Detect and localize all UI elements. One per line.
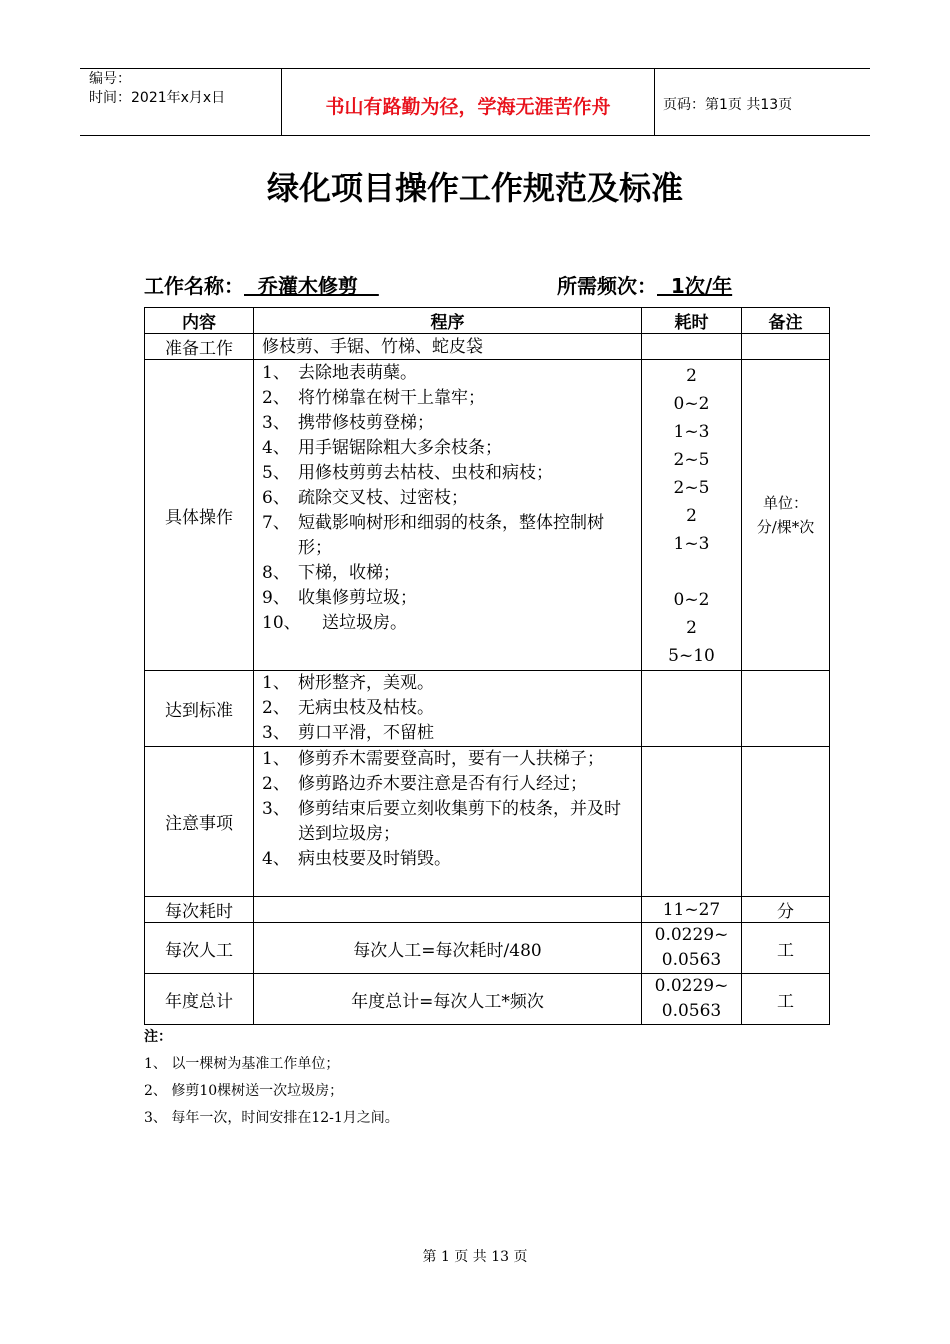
step-text: 修剪乔木需要登高时，要有一人扶梯子；: [298, 749, 604, 769]
header-content: 内容: [145, 308, 254, 334]
step-number: 8、: [262, 563, 290, 583]
per-time-value: 11~27: [642, 897, 742, 923]
per-time-procedure: [254, 897, 642, 923]
standard-label: 达到标准: [145, 671, 254, 747]
procedure-step: [262, 486, 635, 511]
procedure-step: [262, 772, 635, 797]
ops-times: [642, 360, 742, 671]
standard-procedure: [254, 671, 642, 747]
step-time: 5~10: [668, 646, 715, 666]
per-time-remark: 分: [742, 897, 830, 923]
caution-time: [642, 747, 742, 897]
prep-time: [642, 334, 742, 360]
step-text: 无病虫枝及枯枝。: [298, 698, 434, 718]
procedure-step: [262, 611, 635, 636]
step-number: 3、: [262, 723, 290, 743]
per-labor-value-line2: 0.0563: [661, 950, 722, 970]
standard-time: [642, 671, 742, 747]
step-time: 2: [686, 618, 697, 638]
step-time: [642, 558, 741, 586]
procedure-step: [262, 361, 635, 386]
step-number: 6、: [262, 488, 290, 508]
ops-remark: [742, 360, 830, 671]
header-top-rule: [80, 68, 870, 69]
header-divider-right: [654, 68, 655, 136]
note-item: 2、 修剪10棵树送一次垃圾房；: [144, 1083, 344, 1099]
step-number: 2、: [262, 774, 290, 794]
step-text: 携带修枝剪登梯；: [298, 413, 434, 433]
notes-heading: 注：: [144, 1029, 172, 1045]
per-labor-value: [642, 923, 742, 974]
note-item: 1、 以一棵树为基准工作单位；: [144, 1056, 340, 1072]
procedure-step: [262, 411, 635, 436]
note-item: 3、 每年一次，时间安排在12-1月之间。: [144, 1110, 399, 1126]
procedure-step: [262, 586, 635, 611]
header-meta: [89, 70, 225, 108]
document-title: 绿化项目操作工作规范及标准: [266, 169, 683, 207]
annual-formula: 年度总计=每次人工*频次: [254, 974, 642, 1025]
step-text: 下梯，收梯；: [298, 563, 400, 583]
procedure-step: [262, 696, 635, 721]
per-labor-row: [145, 923, 830, 974]
step-number: 2、: [262, 388, 290, 408]
table-header-row: [145, 308, 830, 334]
annual-value-line2: 0.0563: [661, 1001, 722, 1021]
step-time: 0~2: [673, 590, 710, 610]
step-number: 4、: [262, 438, 290, 458]
per-labor-remark: 工: [742, 923, 830, 974]
step-text: 去除地表萌蘖。: [298, 363, 417, 383]
header-bottom-rule: [80, 135, 870, 136]
number-label: 编号：: [89, 71, 131, 87]
step-number: 1、: [262, 673, 290, 693]
header-remark: 备注: [742, 308, 830, 334]
per-labor-value-line1: 0.0229~: [654, 925, 729, 945]
header-motto: 书山有路勤为径，学海无涯苦作舟: [325, 96, 611, 118]
step-text: 树形整齐，美观。: [298, 673, 434, 693]
time-label: 时间：2021年x月x日: [89, 90, 226, 106]
procedure-step: [262, 747, 635, 772]
ops-row: [145, 360, 830, 671]
procedure-step: [262, 721, 635, 746]
page-footer: 第 1 页 共 13 页: [422, 1249, 528, 1265]
step-number: 3、: [262, 799, 290, 819]
per-time-label: 每次耗时: [145, 897, 254, 923]
prep-label: 准备工作: [145, 334, 254, 360]
procedure-step: [262, 386, 635, 411]
step-text: 修剪路边乔木要注意是否有行人经过；: [298, 774, 587, 794]
standard-remark: [742, 671, 830, 747]
step-text: 用手锯锯除粗大多余枝条；: [298, 438, 502, 458]
procedure-step: [262, 847, 635, 872]
prep-row: [145, 334, 830, 360]
annual-label: 年度总计: [145, 974, 254, 1025]
per-time-row: [145, 897, 830, 923]
procedure-step: [262, 561, 635, 586]
step-time: 1~3: [673, 422, 710, 442]
step-text: 短截影响树形和细弱的枝条，整体控制树形；: [298, 513, 604, 558]
ops-remark-unit: 单位：: [762, 494, 808, 512]
ops-label: 具体操作: [145, 360, 254, 671]
procedure-step: [262, 461, 635, 486]
header-divider-left: [281, 68, 282, 136]
step-time: 2~5: [673, 450, 710, 470]
procedure-step: [262, 436, 635, 461]
prep-procedure: 修枝剪、手锯、竹梯、蛇皮袋: [254, 334, 642, 360]
caution-label: 注意事项: [145, 747, 254, 897]
procedure-table: [144, 307, 830, 1025]
step-text: 送垃圾房。: [322, 613, 407, 633]
step-text: 收集修剪垃圾；: [298, 588, 417, 608]
work-name-label: 工作名称：: [144, 274, 244, 298]
standard-row: [145, 671, 830, 747]
step-number: 1、: [262, 363, 290, 383]
step-number: 9、: [262, 588, 290, 608]
step-number: 7、: [262, 513, 290, 533]
step-text: 剪口平滑，不留桩: [298, 723, 434, 743]
caution-procedure: [254, 747, 642, 897]
frequency-label: 所需频次：: [557, 274, 657, 298]
step-number: 2、: [262, 698, 290, 718]
step-number: 3、: [262, 413, 290, 433]
step-time: 2: [686, 506, 697, 526]
step-number: 5、: [262, 463, 290, 483]
ops-remark-unit-detail: 分/棵*次: [756, 518, 815, 536]
procedure-step: [262, 511, 635, 561]
step-number: 10、: [262, 613, 301, 633]
procedure-step: [262, 671, 635, 696]
step-time: 0~2: [673, 394, 710, 414]
step-number: 1、: [262, 749, 290, 769]
step-text: 疏除交叉枝、过密枝；: [298, 488, 468, 508]
caution-row: [145, 747, 830, 897]
step-time: 1~3: [673, 534, 710, 554]
header-time: 耗时: [642, 308, 742, 334]
step-text: 病虫枝要及时销毁。: [298, 849, 451, 869]
annual-row: [145, 974, 830, 1025]
step-time: 2: [686, 366, 697, 386]
ops-procedure: [254, 360, 642, 671]
prep-remark: [742, 334, 830, 360]
step-text: 修剪结束后要立刻收集剪下的枝条，并及时送到垃圾房；: [298, 799, 621, 844]
per-labor-label: 每次人工: [145, 923, 254, 974]
annual-remark: 工: [742, 974, 830, 1025]
work-name-value: 乔灌木修剪: [244, 274, 379, 298]
per-labor-formula: 每次人工=每次耗时/480: [254, 923, 642, 974]
work-name-line: [144, 270, 379, 299]
header-procedure: 程序: [254, 308, 642, 334]
step-text: 将竹梯靠在树干上靠牢；: [298, 388, 485, 408]
step-text: 用修枝剪剪去枯枝、虫枝和病枝；: [298, 463, 553, 483]
step-time: 2~5: [673, 478, 710, 498]
notes: [144, 1024, 399, 1132]
caution-remark: [742, 747, 830, 897]
annual-value: [642, 974, 742, 1025]
frequency-line: [557, 270, 732, 299]
header-page-info: 页码：第1页 共13页: [663, 97, 793, 113]
step-number: 4、: [262, 849, 290, 869]
frequency-value: 1次/年: [657, 274, 733, 298]
annual-value-line1: 0.0229~: [654, 976, 729, 996]
procedure-step: [262, 797, 635, 847]
